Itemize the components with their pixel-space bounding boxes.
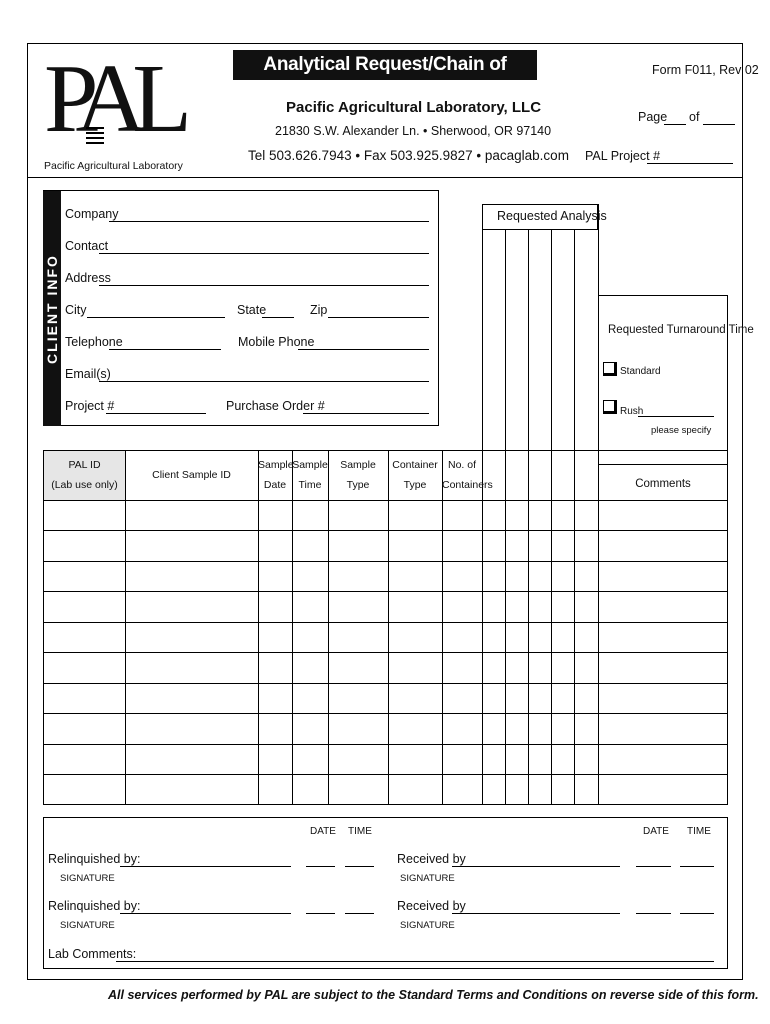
company-label: Company bbox=[65, 207, 119, 221]
lab-comments-field[interactable] bbox=[116, 961, 714, 962]
form-number: Form F011, Rev 02 bbox=[652, 63, 759, 77]
sample-date-line1: Sample bbox=[258, 459, 294, 471]
client-info-band bbox=[43, 191, 61, 426]
page-number-field[interactable] bbox=[664, 124, 686, 125]
form-title: Analytical Request/Chain of Custody bbox=[233, 50, 537, 80]
signature-caption: SIGNATURE bbox=[400, 920, 455, 931]
signature-caption: SIGNATURE bbox=[60, 920, 115, 931]
sample-time-header bbox=[292, 455, 328, 495]
zip-field[interactable] bbox=[328, 317, 429, 318]
pal-logo bbox=[44, 45, 179, 160]
table-header-bottom bbox=[43, 500, 728, 501]
relinquished-by-label-2: Relinquished by: bbox=[48, 899, 141, 913]
please-specify-label: please specify bbox=[651, 425, 712, 436]
page-label: Page bbox=[638, 110, 668, 124]
container-type-line2: Type bbox=[403, 479, 427, 491]
emails-field[interactable] bbox=[99, 381, 429, 382]
city-field[interactable] bbox=[87, 317, 225, 318]
contact-field[interactable] bbox=[99, 253, 429, 254]
received-by-label-1: Received by bbox=[397, 852, 466, 866]
project-label: Project # bbox=[65, 399, 115, 413]
comments-header-text: Comments bbox=[635, 478, 691, 490]
date-label-left: DATE bbox=[310, 826, 336, 837]
received-signature-field-2[interactable] bbox=[452, 913, 620, 914]
container-type-line1: Container bbox=[392, 459, 438, 471]
signature-caption: SIGNATURE bbox=[400, 873, 455, 884]
logo-letters: PAL bbox=[44, 45, 179, 153]
col-div-1 bbox=[125, 450, 126, 805]
page-total-field[interactable] bbox=[703, 124, 735, 125]
received-time-field-2[interactable] bbox=[680, 913, 714, 914]
received-by-label-2: Received by bbox=[397, 899, 466, 913]
num-containers-line2: Containers bbox=[442, 479, 493, 491]
table-row[interactable] bbox=[43, 622, 728, 623]
sample-time-line2: Time bbox=[298, 479, 322, 491]
company-name: Pacific Agricultural Laboratory, LLC bbox=[286, 99, 542, 116]
received-date-field-1[interactable] bbox=[636, 866, 671, 867]
city-label: City bbox=[65, 303, 87, 317]
client-sample-id-header-text: Client Sample ID bbox=[152, 469, 231, 481]
mobile-phone-label: Mobile Phone bbox=[238, 335, 315, 349]
sample-type-line1: Sample bbox=[340, 459, 376, 471]
telephone-label: Telephone bbox=[65, 335, 123, 349]
requested-analysis-heading: Requested Analysis bbox=[497, 209, 607, 223]
received-time-field-1[interactable] bbox=[680, 866, 714, 867]
relinquished-signature-field-1[interactable] bbox=[120, 866, 291, 867]
pal-project-label: PAL Project # bbox=[585, 149, 661, 163]
date-label-right: DATE bbox=[643, 826, 669, 837]
num-containers-header bbox=[442, 455, 493, 495]
logo-lines-icon bbox=[44, 50, 164, 160]
sample-type-line2: Type bbox=[346, 479, 370, 491]
table-row[interactable] bbox=[43, 652, 728, 653]
mobile-phone-field[interactable] bbox=[298, 349, 429, 350]
address-field[interactable] bbox=[99, 285, 429, 286]
pal-project-field[interactable] bbox=[647, 163, 733, 164]
header-divider bbox=[27, 177, 743, 178]
purchase-order-field[interactable] bbox=[303, 413, 429, 414]
turnaround-box bbox=[598, 295, 728, 465]
relinquished-by-label-1: Relinquished by: bbox=[48, 852, 141, 866]
signature-caption: SIGNATURE bbox=[60, 873, 115, 884]
purchase-order-label: Purchase Order # bbox=[226, 399, 325, 413]
telephone-field[interactable] bbox=[109, 349, 221, 350]
logo-tagline: Pacific Agricultural Laboratory bbox=[44, 160, 183, 172]
pal-id-header bbox=[44, 455, 125, 495]
footer-notice: All services performed by PAL are subject to the Standard Terms and Conditions on reverse side of this form. bbox=[108, 988, 759, 1002]
container-type-header bbox=[388, 455, 442, 495]
state-label: State bbox=[237, 303, 267, 317]
address-label: Address bbox=[65, 271, 111, 285]
sample-date-header bbox=[258, 455, 292, 495]
time-label-left: TIME bbox=[348, 826, 372, 837]
col-div-3 bbox=[292, 450, 293, 805]
sample-date-line2: Date bbox=[263, 479, 287, 491]
comments-header bbox=[598, 474, 728, 494]
col-div-4 bbox=[328, 450, 329, 805]
relinquished-signature-field-2[interactable] bbox=[120, 913, 291, 914]
col-div-6 bbox=[442, 450, 443, 805]
standard-checkbox[interactable] bbox=[603, 362, 617, 376]
pal-id-header-line2: (Lab use only) bbox=[51, 479, 118, 491]
of-label: of bbox=[689, 110, 700, 124]
relinquished-time-field-1[interactable] bbox=[345, 866, 374, 867]
standard-label: Standard bbox=[620, 366, 661, 377]
lab-comments-label: Lab Comments: bbox=[48, 947, 137, 961]
received-signature-field-1[interactable] bbox=[452, 866, 620, 867]
turnaround-heading: Requested Turnaround Time bbox=[608, 324, 754, 336]
rush-label: Rush bbox=[620, 406, 644, 417]
table-row[interactable] bbox=[43, 683, 728, 684]
rush-checkbox[interactable] bbox=[603, 400, 617, 414]
pal-id-header-line1: PAL ID bbox=[68, 459, 101, 471]
table-row[interactable] bbox=[43, 744, 728, 745]
col-div-5 bbox=[388, 450, 389, 805]
sample-time-line1: Sample bbox=[292, 459, 328, 471]
relinquished-date-field-1[interactable] bbox=[306, 866, 335, 867]
table-row[interactable] bbox=[43, 774, 728, 775]
zip-label: Zip bbox=[310, 303, 328, 317]
received-date-field-2[interactable] bbox=[636, 913, 671, 914]
table-row[interactable] bbox=[43, 561, 728, 562]
project-field[interactable] bbox=[106, 413, 206, 414]
emails-label: Email(s) bbox=[65, 367, 111, 381]
relinquished-time-field-2[interactable] bbox=[345, 913, 374, 914]
time-label-right: TIME bbox=[687, 826, 711, 837]
signatures-box bbox=[43, 817, 728, 969]
client-info-label: CLIENT INFO bbox=[44, 253, 60, 364]
sample-type-header bbox=[328, 455, 388, 495]
table-row[interactable] bbox=[43, 713, 728, 714]
company-field[interactable] bbox=[109, 221, 429, 222]
col-div-2 bbox=[258, 450, 259, 805]
table-row[interactable] bbox=[43, 591, 728, 592]
rush-specify-field[interactable] bbox=[638, 416, 714, 417]
state-field[interactable] bbox=[262, 317, 294, 318]
relinquished-date-field-2[interactable] bbox=[306, 913, 335, 914]
contact-line: Tel 503.626.7943 • Fax 503.925.9827 • pacaglab.com bbox=[248, 148, 569, 163]
table-row[interactable] bbox=[43, 530, 728, 531]
sample-table bbox=[43, 450, 728, 805]
company-address: 21830 S.W. Alexander Ln. • Sherwood, OR 97140 bbox=[275, 124, 552, 138]
client-sample-id-header bbox=[125, 465, 258, 485]
num-containers-line1: No. of bbox=[447, 459, 476, 471]
contact-label: Contact bbox=[65, 239, 109, 253]
